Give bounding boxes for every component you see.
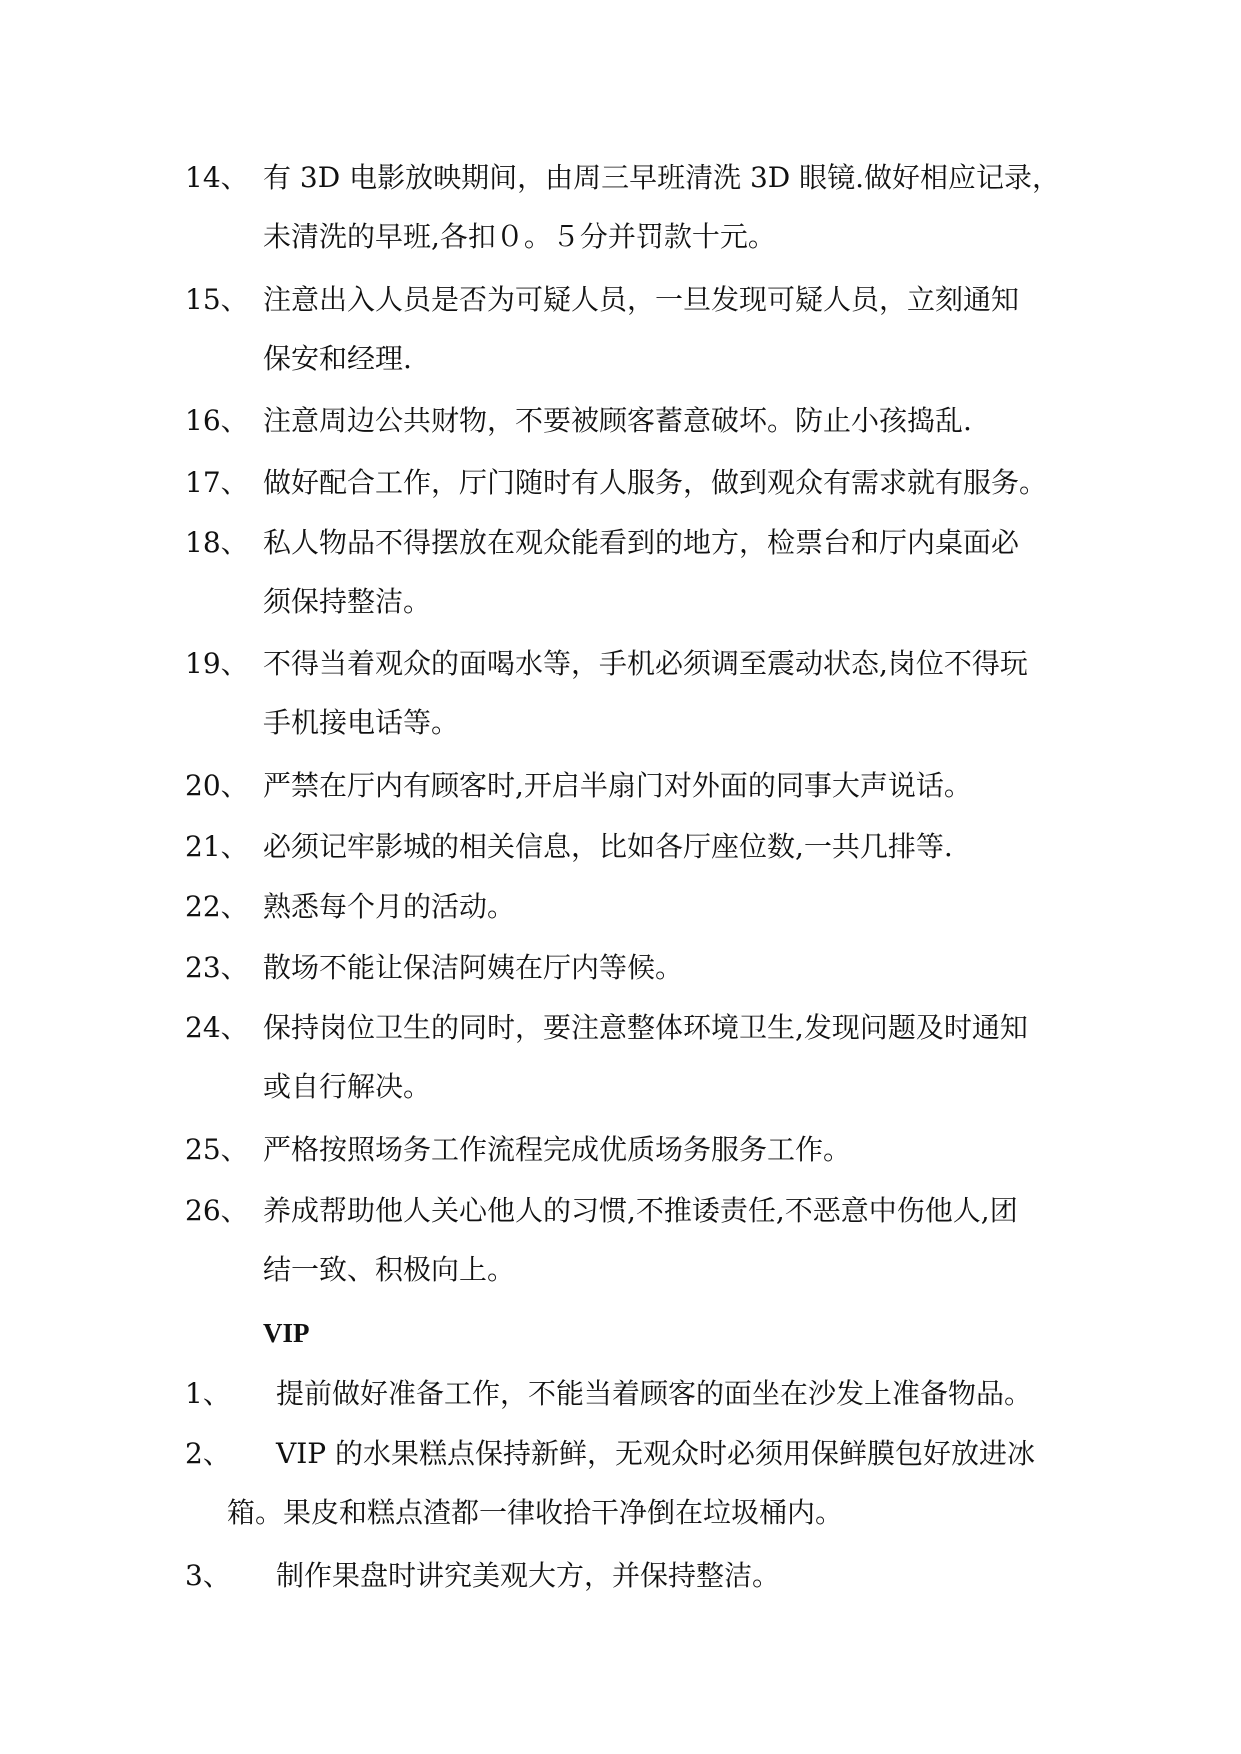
item-text: 注意周边公共财物，不要被顾客蓄意破坏。防止小孩捣乱.	[263, 404, 972, 437]
item-number: 24、	[185, 1011, 249, 1044]
item-text: 保持岗位卫生的同时，要注意整体环境卫生,发现问题及时通知	[263, 1011, 1028, 1044]
item-text: 做好配合工作，厅门随时有人服务，做到观众有需求就有服务。	[263, 466, 1048, 499]
item-number: 26、	[185, 1194, 249, 1227]
item-text-continued: 未清洗的早班,各扣０。５分并罚款十元。	[263, 220, 776, 253]
item-number: 3、	[185, 1559, 231, 1592]
item-number: 17、	[185, 466, 249, 499]
item-number: 14、	[185, 161, 249, 194]
item-text-continued: 手机接电话等。	[263, 706, 460, 739]
item-number: 2、	[185, 1437, 231, 1470]
item-text: 注意出入人员是否为可疑人员，一旦发现可疑人员，立刻通知	[263, 283, 1020, 316]
item-number: 21、	[185, 830, 249, 863]
item-text-continued: 结一致、积极向上。	[263, 1253, 516, 1286]
item-number: 20、	[185, 769, 249, 802]
item-text: 养成帮助他人关心他人的习惯,不推诿责任,不恶意中伤他人,团	[263, 1194, 1018, 1227]
item-text: 有 3D 电影放映期间，由周三早班清洗 3D 眼镜.做好相应记录，	[263, 161, 1061, 194]
item-text-continued: 箱。果皮和糕点渣都一律收拾干净倒在垃圾桶内。	[227, 1496, 844, 1529]
item-text-continued: 或自行解决。	[263, 1070, 432, 1103]
item-number: 23、	[185, 951, 249, 984]
item-number: 16、	[185, 404, 249, 437]
item-number: 15、	[185, 283, 249, 316]
item-text: 散场不能让保洁阿姨在厅内等候。	[263, 951, 684, 984]
item-text: 提前做好准备工作，不能当着顾客的面坐在沙发上准备物品。	[276, 1377, 1033, 1410]
item-text: 私人物品不得摆放在观众能看到的地方，检票台和厅内桌面必	[263, 526, 1020, 559]
item-text: 严格按照场务工作流程完成优质场务服务工作。	[263, 1133, 852, 1166]
item-text: 不得当着观众的面喝水等，手机必须调至震动状态,岗位不得玩	[263, 647, 1028, 680]
item-text: 制作果盘时讲究美观大方，并保持整洁。	[276, 1559, 781, 1592]
item-text: VIP 的水果糕点保持新鲜，无观众时必须用保鲜膜包好放进冰	[276, 1437, 1036, 1470]
item-text-continued: 保安和经理.	[263, 342, 412, 375]
item-text-continued: 须保持整洁。	[263, 585, 432, 618]
item-number: 1、	[185, 1377, 231, 1410]
item-number: 19、	[185, 647, 249, 680]
item-number: 22、	[185, 890, 249, 923]
item-text: 严禁在厅内有顾客时,开启半扇门对外面的同事大声说话。	[263, 769, 972, 802]
item-number: 18、	[185, 526, 249, 559]
item-text: 熟悉每个月的活动。	[263, 890, 516, 923]
item-text: 必须记牢影城的相关信息，比如各厅座位数,一共几排等.	[263, 830, 953, 863]
section-heading-vip: VIP	[263, 1318, 310, 1348]
item-number: 25、	[185, 1133, 249, 1166]
